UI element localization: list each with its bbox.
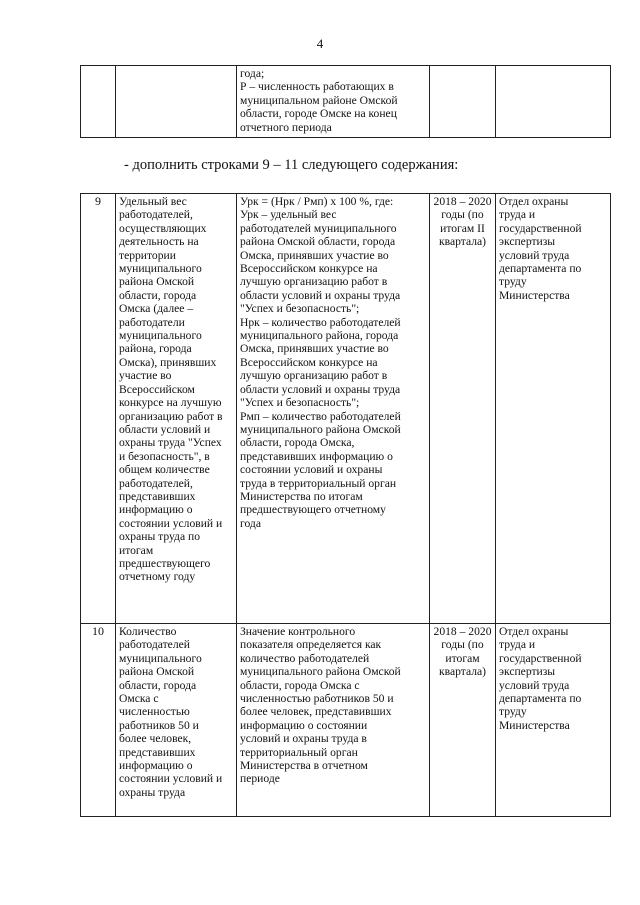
formula-line: информацию о состоянии bbox=[240, 718, 368, 732]
responsible-line: государственной bbox=[499, 221, 582, 235]
intro-text: - дополнить строками 9 – 11 следующего содержания: bbox=[124, 157, 459, 173]
indicator-line: отчетному году bbox=[119, 570, 196, 584]
indicator-line: численностью bbox=[119, 705, 190, 719]
formula-line: Омска, принявших участие во bbox=[240, 248, 389, 262]
period-line: годы (по bbox=[441, 638, 484, 652]
responsible-cell bbox=[496, 66, 611, 138]
indicator-line: Количество bbox=[119, 625, 177, 638]
indicator-line: общем количестве bbox=[119, 463, 210, 477]
indicator-line: области, города bbox=[119, 288, 197, 302]
indicator-line: территории bbox=[119, 248, 176, 262]
formula-line: года; bbox=[240, 67, 265, 80]
row-number: 10 bbox=[81, 624, 116, 817]
formula-line: года bbox=[240, 516, 261, 530]
formula-line: Рмп – количество работодателей bbox=[240, 409, 401, 423]
formula-line: области условий и охраны труда bbox=[240, 288, 401, 302]
formula-line: Министерства в отчетном bbox=[240, 759, 368, 773]
period-cell bbox=[430, 66, 496, 138]
formula-line: района Омской области, города bbox=[240, 235, 396, 249]
period-cell bbox=[430, 194, 496, 624]
formula-line: предшествующего отчетному bbox=[240, 503, 386, 517]
indicator-line: информацию о bbox=[119, 759, 193, 773]
indicator-line: муниципального bbox=[119, 262, 202, 276]
formula-line: Всероссийском конкурсе на bbox=[240, 262, 378, 276]
formula-line: области, города Омска с bbox=[240, 678, 360, 692]
period-line: квартала) bbox=[439, 665, 486, 679]
formula-line: Нрк – количество работодателей bbox=[240, 315, 401, 329]
indicator-line: охраны труда bbox=[119, 785, 186, 799]
indicator-line: организацию работ в bbox=[119, 409, 223, 423]
indicator-line: Омска (далее – bbox=[119, 302, 194, 316]
responsible-line: экспертизы bbox=[499, 665, 556, 679]
indicator-line: состоянии условий и bbox=[119, 772, 223, 786]
indicator-line: Омска с bbox=[119, 692, 159, 706]
formula-line: Р – численность работающих в bbox=[240, 80, 394, 94]
period-cell bbox=[430, 624, 496, 817]
formula-line: области, городе Омске на конец bbox=[240, 107, 397, 121]
indicator-line: участие во bbox=[119, 369, 172, 383]
formula-line: муниципального района Омской bbox=[240, 665, 401, 679]
responsible-line: труда и bbox=[499, 638, 536, 652]
num-cell bbox=[81, 66, 116, 138]
formula-line: периоде bbox=[240, 772, 280, 786]
indicator-line: муниципального bbox=[119, 651, 202, 665]
responsible-line: Министерства bbox=[499, 288, 570, 302]
indicator-line: состоянии условий и bbox=[119, 516, 223, 530]
formula-line: области, города Омска, bbox=[240, 436, 355, 450]
indicator-line: работодателей, bbox=[119, 476, 193, 490]
responsible-line: государственной bbox=[499, 651, 582, 665]
indicator-cell bbox=[116, 194, 237, 624]
formula-line: "Успех и безопасность"; bbox=[240, 396, 360, 410]
indicator-line: более человек, bbox=[119, 732, 192, 746]
indicator-line: района Омской bbox=[119, 665, 195, 679]
formula-line: муниципального района, города bbox=[240, 329, 399, 343]
responsible-cell bbox=[496, 624, 611, 817]
formula-line: муниципального района Омской bbox=[240, 422, 401, 436]
period-line: итогам II bbox=[440, 221, 485, 235]
formula-line: лучшую организацию работ в bbox=[240, 275, 388, 289]
formula-line: представивших информацию о bbox=[240, 449, 393, 463]
formula-line: муниципальном районе Омской bbox=[240, 93, 398, 107]
responsible-cell bbox=[496, 194, 611, 624]
indicator-line: деятельность на bbox=[119, 235, 199, 249]
formula-line: работодателей муниципального bbox=[240, 221, 397, 235]
responsible-line: труду bbox=[499, 275, 527, 289]
formula-line: "Успех и безопасность"; bbox=[240, 302, 360, 316]
responsible-line: труду bbox=[499, 705, 527, 719]
indicator-line: района, города bbox=[119, 342, 192, 356]
formula-line: показателя определяется как bbox=[240, 638, 382, 652]
indicator-line: итогам bbox=[119, 543, 154, 557]
formula-cell bbox=[237, 66, 430, 138]
formula-line: состоянии условий и охраны bbox=[240, 463, 383, 477]
indicator-cell bbox=[116, 624, 237, 817]
indicator-line: представивших bbox=[119, 745, 196, 759]
formula-line: территориальный орган bbox=[240, 745, 358, 759]
table-row bbox=[81, 66, 611, 138]
responsible-line: департамента по bbox=[499, 692, 582, 706]
indicator-line: представивших bbox=[119, 489, 196, 503]
indicator-line: и безопасность", в bbox=[119, 449, 210, 463]
responsible-line: условий труда bbox=[499, 678, 570, 692]
period-line: 2018 – 2020 bbox=[433, 195, 492, 208]
indicator-line: Омска), принявших bbox=[119, 355, 217, 369]
formula-line: области условий и охраны труда bbox=[240, 382, 401, 396]
formula-line: условий и охраны труда в bbox=[240, 732, 367, 746]
indicator-line: конкурсе на лучшую bbox=[119, 396, 222, 410]
formula-line: Урк = (Нрк / Рмп) х 100 %, где: bbox=[240, 195, 394, 208]
indicator-line: охраны труда "Успех bbox=[119, 436, 222, 450]
period-line: итогам bbox=[445, 651, 480, 665]
formula-line: численностью работников 50 и bbox=[240, 692, 394, 706]
responsible-line: Отдел охраны bbox=[499, 625, 569, 638]
responsible-line: труда и bbox=[499, 208, 536, 222]
indicator-line: осуществляющих bbox=[119, 221, 207, 235]
formula-line: лучшую организацию работ в bbox=[240, 369, 388, 383]
period-line: квартала) bbox=[439, 235, 486, 249]
responsible-line: департамента по bbox=[499, 262, 582, 276]
indicator-line: работодатели bbox=[119, 315, 185, 329]
formula-line: Министерства по итогам bbox=[240, 489, 363, 503]
formula-line: Всероссийском конкурсе на bbox=[240, 355, 378, 369]
responsible-line: Министерства bbox=[499, 718, 570, 732]
indicator-line: работодателей, bbox=[119, 208, 193, 222]
formula-line: Значение контрольного bbox=[240, 625, 356, 638]
indicators-table bbox=[80, 193, 611, 817]
indicator-line: Всероссийском bbox=[119, 382, 195, 396]
formula-line: количество работодателей bbox=[240, 651, 370, 665]
responsible-line: экспертизы bbox=[499, 235, 556, 249]
responsible-line: Отдел охраны bbox=[499, 195, 569, 208]
formula-line: Омска, принявших участие во bbox=[240, 342, 389, 356]
row-number: 9 bbox=[81, 194, 116, 624]
formula-line: отчетного периода bbox=[240, 120, 332, 134]
formula-line: Урк – удельный вес bbox=[240, 208, 337, 222]
indicator-cell bbox=[116, 66, 237, 138]
formula-cell bbox=[237, 194, 430, 624]
page-number: 4 bbox=[316, 36, 324, 51]
indicator-line: Удельный вес bbox=[119, 195, 187, 208]
indicator-line: предшествующего bbox=[119, 556, 211, 570]
responsible-line: условий труда bbox=[499, 248, 570, 262]
table-row bbox=[81, 194, 611, 624]
indicator-line: области, города bbox=[119, 678, 197, 692]
indicator-line: работодателей bbox=[119, 638, 190, 652]
formula-cell bbox=[237, 624, 430, 817]
indicator-line: муниципального bbox=[119, 329, 202, 343]
continuation-table bbox=[80, 65, 611, 138]
indicator-line: области условий и bbox=[119, 422, 211, 436]
formula-line: более человек, представивших bbox=[240, 705, 392, 719]
indicator-line: информацию о bbox=[119, 503, 193, 517]
indicator-line: работников 50 и bbox=[119, 718, 199, 732]
table-row bbox=[81, 624, 611, 817]
period-line: годы (по bbox=[441, 208, 484, 222]
indicator-line: охраны труда по bbox=[119, 530, 201, 544]
period-line: 2018 – 2020 bbox=[433, 625, 492, 638]
indicator-line: района Омской bbox=[119, 275, 195, 289]
formula-line: труда в территориальный орган bbox=[240, 476, 397, 490]
